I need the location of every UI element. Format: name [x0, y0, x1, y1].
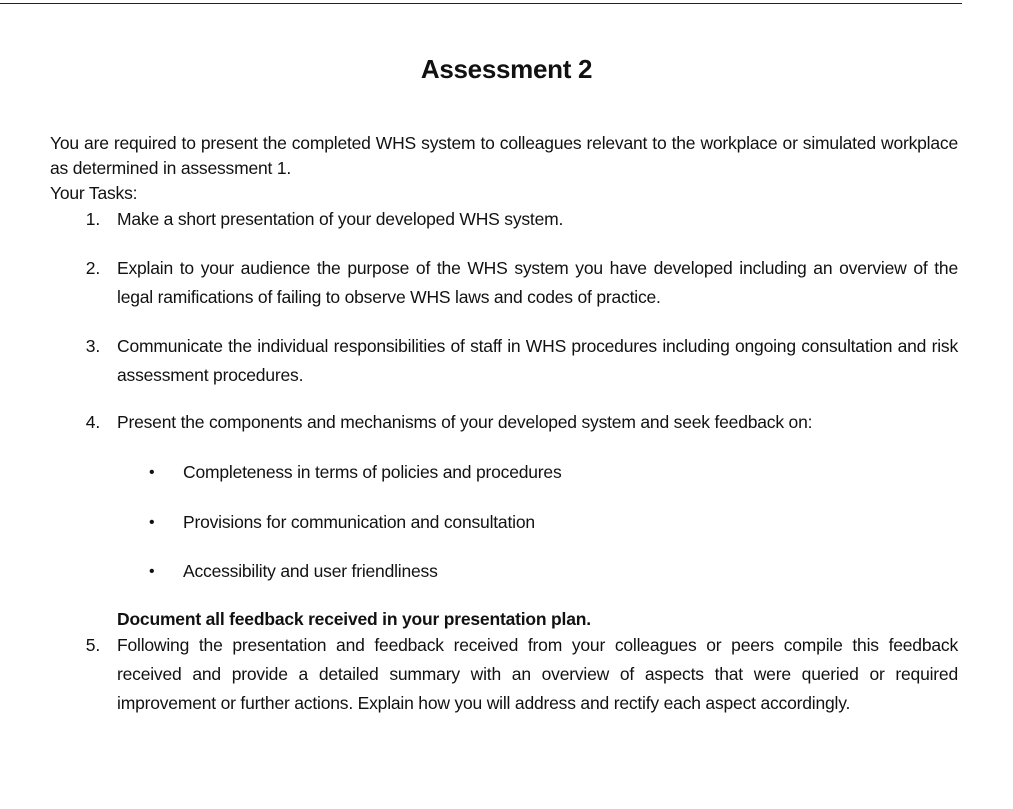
bullet-text: Accessibility and user friendliness [183, 561, 438, 581]
task-text: Communicate the individual responsibilities of staff in WHS procedures including ongoing consultation and risk assessment procedures. [117, 336, 958, 385]
tasks-label: Your Tasks: [50, 183, 138, 203]
bullet-icon: • [149, 464, 155, 481]
page-title: Assessment 2 [420, 54, 593, 84]
task-number: 5. [85, 635, 100, 655]
bullet-text: Completeness in terms of policies and procedures [183, 462, 562, 482]
top-divider [0, 3, 962, 4]
task-number: 3. [85, 336, 100, 356]
feedback-note: Document all feedback received in your presentation plan. [117, 609, 591, 629]
task-text: Present the components and mechanisms of your developed system and seek feedback on: [117, 412, 813, 432]
bullet-icon: • [149, 563, 155, 580]
task-number: 2. [85, 258, 100, 278]
task-number: 4. [85, 412, 100, 432]
intro-paragraph: You are required to present the completed WHS system to colleagues relevant to the workplace or simulated workplace as determined in assessment 1. [50, 133, 958, 178]
task-text: Following the presentation and feedback received from your colleagues or peers compile this feedback received and provide a detailed summary with an overview of aspects that were queried or required improvement or further actions. Explain how you will address and rectify each aspect accordingly. [117, 635, 958, 713]
task-text: Explain to your audience the purpose of the WHS system you have developed including an overview of the legal ramifications of failing to observe WHS laws and codes of practice. [117, 258, 958, 307]
task-text: Make a short presentation of your developed WHS system. [117, 209, 564, 229]
task-number: 1. [85, 209, 100, 229]
bullet-icon: • [149, 514, 155, 531]
bullet-text: Provisions for communication and consultation [183, 512, 535, 532]
